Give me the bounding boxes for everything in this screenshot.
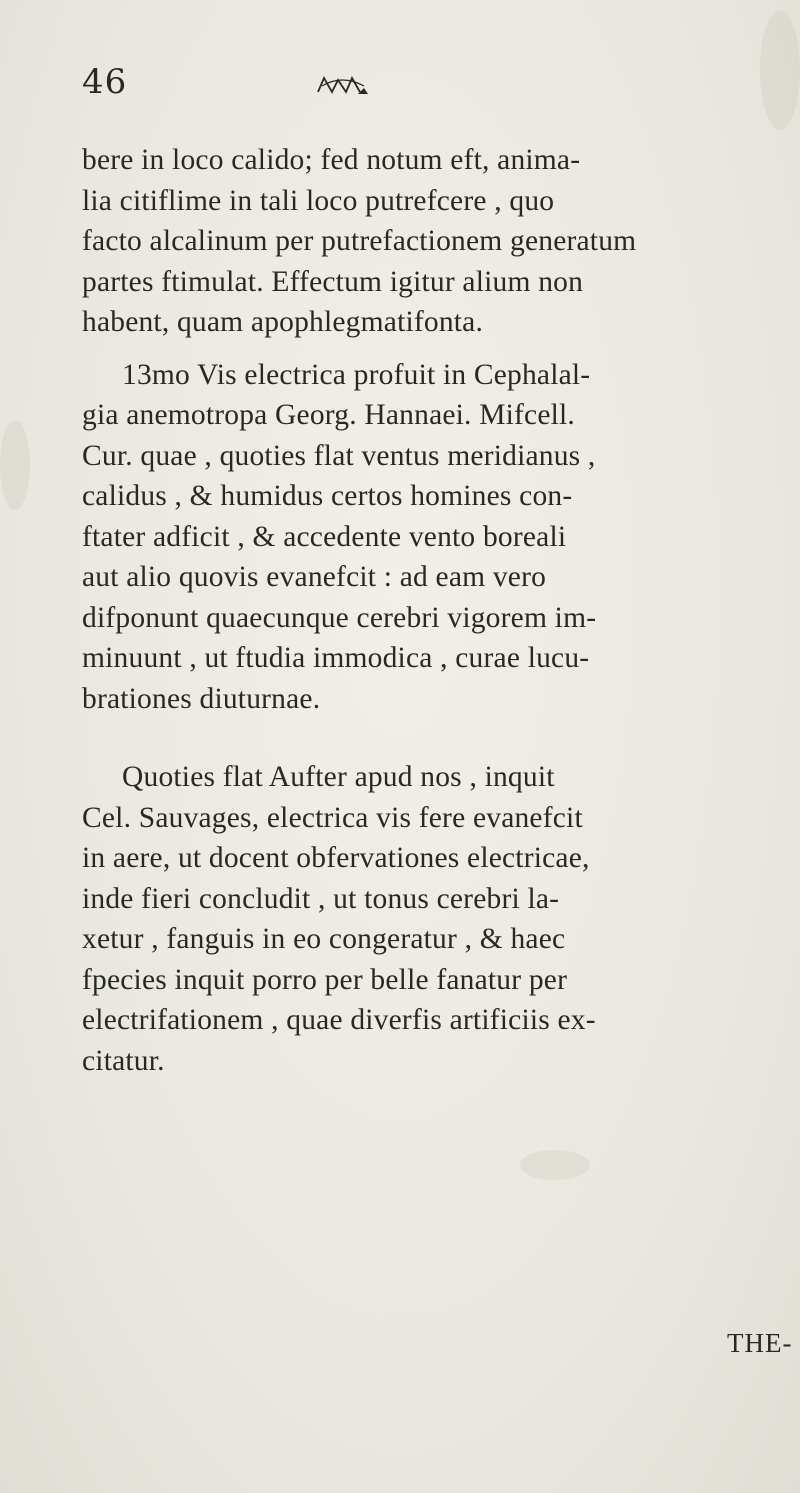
paper-stain (760, 10, 800, 130)
ornament-icon (314, 74, 374, 96)
text-line: bere in loco calido; fed notum eft, anima- (82, 144, 581, 176)
text-line: inde fieri concludit , ut tonus cerebri la- (82, 882, 560, 915)
text-line: electrifationem , quae diverfis artificiis ex- (82, 1004, 596, 1036)
paragraph-2 (82, 355, 800, 720)
text-line: in aere, ut docent obfervationes electricae, (82, 842, 590, 874)
catchword: THE- (727, 1328, 793, 1358)
paper-stain (520, 1150, 590, 1180)
text-line: Cur. quae , quoties flat ventus meridianus , (82, 439, 596, 472)
text-line: citatur. (82, 1044, 165, 1077)
text-line: difponunt quaecunque cerebri vigorem im- (82, 601, 597, 634)
text-line: aut alio quovis evanefcit : ad eam vero (82, 561, 547, 593)
page-number: 46 (82, 62, 128, 102)
text-line: habent, quam apophlegmatifonta. (82, 306, 484, 338)
text-line: brationes diuturnae. (82, 682, 321, 715)
body-text (82, 140, 800, 1081)
paragraph-1 (82, 140, 800, 343)
paragraph-3 (82, 757, 800, 1081)
text-line: ftater adficit , & accedente vento boreali (82, 520, 567, 553)
text-line: Cel. Sauvages, electrica vis fere evanefcit (82, 801, 583, 834)
paper-stain (0, 420, 30, 510)
text-line: calidus , & humidus certos homines con- (82, 480, 573, 512)
text-line: 13mo Vis electrica profuit in Cephalal- (122, 358, 591, 391)
text-line: xetur , fanguis in eo congeratur , & haec (82, 923, 566, 955)
text-line: lia citiflime in tali loco putrefcere , quo (82, 184, 555, 217)
text-line: partes ftimulat. Effectum igitur alium non (82, 265, 584, 298)
text-line: minuunt , ut ftudia immodica , curae lucu- (82, 642, 590, 674)
page-header (82, 62, 722, 112)
text-line: facto alcalinum per putrefactionem generatum (82, 225, 637, 257)
text-line: Quoties flat Aufter apud nos , inquit (122, 761, 555, 793)
text-line: fpecies inquit porro per belle fanatur per (82, 963, 568, 996)
text-line: gia anemotropa Georg. Hannaei. Mifcell. (82, 399, 576, 431)
